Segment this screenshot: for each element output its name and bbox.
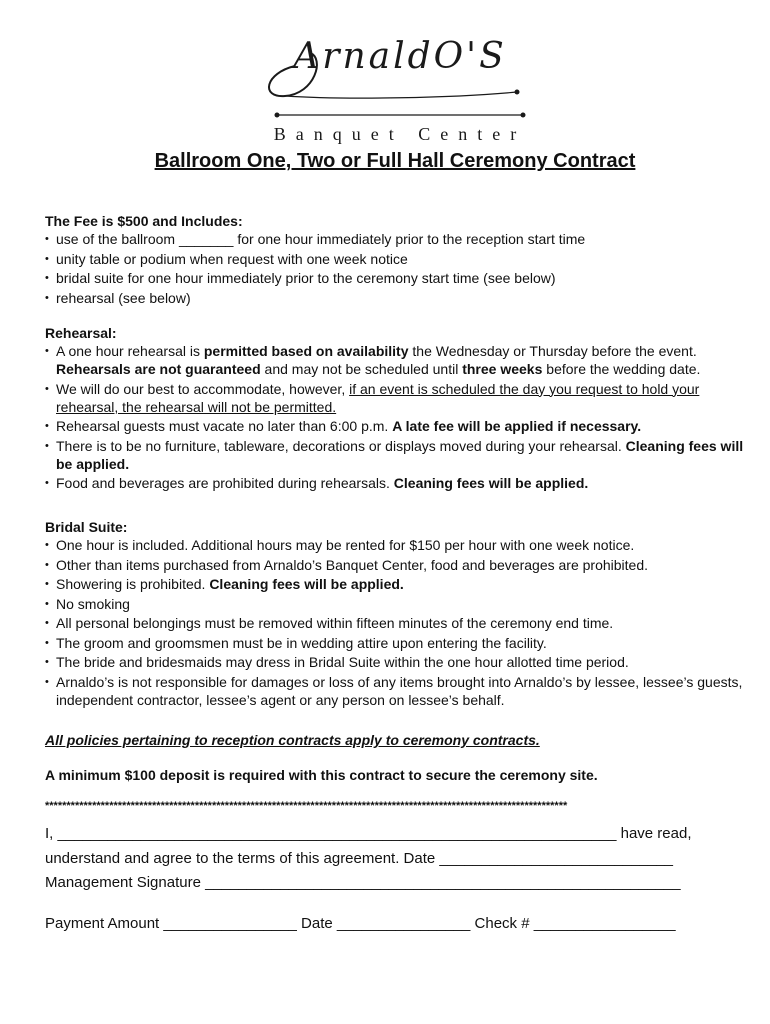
page-title: Ballroom One, Two or Full Hall Ceremony Contract [154,150,636,172]
bold-text: Cleaning fees will be applied. [393,475,589,491]
text: Showering is prohibited. [56,576,210,592]
management-signature-field[interactable]: Management Signature _________________________________________________________ [45,874,681,891]
rehearsal-section [45,324,750,494]
separator-line: ************************************************************************************************************************** [45,800,568,812]
fee-section [45,212,750,308]
text: We will do our best to accommodate, however, [56,380,350,397]
text: There is to be no furniture, tableware, decorations or displays moved during your rehearsal. [56,437,626,454]
text: Food and beverages are prohibited during rehearsals. [56,475,394,491]
fee-heading: The Fee is $500 and Includes: [45,213,243,229]
deposit-note: A minimum $100 deposit is required with this contract to secure the ceremony site. [45,767,598,783]
fee-item: • unity table or podium when request with one week notice [45,250,750,268]
rehearsal-item [45,474,750,492]
rehearsal-item [45,380,750,416]
fee-item: • use of the ballroom _______ for one hour immediately prior to the reception start time [45,230,750,248]
payment-fields[interactable]: Payment Amount ________________ Date ________________ Check # _________________ [45,915,676,932]
bold-text: Rehearsals are not guaranteed [56,361,261,377]
bridal-suite-section [45,518,750,710]
policy-note: All policies pertaining to reception contracts apply to ceremony contracts. [45,732,540,748]
fee-item: • bridal suite for one hour immediately prior to the ceremony start time (see below) [45,269,750,287]
fee-list [45,230,750,307]
bridal-item: • One hour is included. Additional hours may be rented for $150 per hour with one week notice. [45,536,750,554]
bridal-item: • Arnaldo’s is not responsible for damages or loss of any items brought into Arnaldo’s by lessee, lessee’s guests, independent contractor, lessee’s agent or any person on lessee’s behalf. [45,673,750,709]
rehearsal-list [45,342,750,492]
bold-text: Cleaning fees will be applied. [56,437,744,472]
bold-text: A late fee will be applied if necessary. [392,418,642,434]
bold-text: Cleaning fees will be applied. [209,576,404,592]
logo-subtitle: Banquet Center [273,124,527,144]
underlined-text: if an event is scheduled the day you request to hold your rehearsal, the rehearsal will not be permitted. [56,380,700,415]
bridal-item: • No smoking [45,595,750,613]
text: before the wedding date. [542,361,701,377]
bridal-item: • The groom and groomsmen must be in wedding attire upon entering the facility. [45,634,750,652]
bold-text: permitted based on availability [203,343,409,359]
fee-item: • rehearsal (see below) [45,289,750,307]
text: and may not be scheduled until [260,361,463,377]
bridal-heading: Bridal Suite: [45,519,128,535]
arnaldos-logo [255,18,545,144]
bridal-list [45,536,750,709]
bridal-item: • All personal belongings must be removed within fifteen minutes of the ceremony end time. [45,614,750,632]
rehearsal-item [45,437,750,473]
rehearsal-item [45,417,750,435]
logo-wordmark: ArnaldO'S [293,36,507,77]
agreement-date-field[interactable]: understand and agree to the terms of this agreement. Date ____________________________ [45,850,673,867]
bridal-item: • Other than items purchased from Arnaldo’s Banquet Center, food and beverages are prohibited. [45,556,750,574]
bridal-item: • The bride and bridesmaids may dress in Bridal Suite within the one hour allotted time period. [45,653,750,671]
bold-text: three weeks [462,361,543,377]
rehearsal-item [45,342,750,378]
rehearsal-heading: Rehearsal: [45,325,117,341]
text: the Wednesday or Thursday before the event. [408,343,697,359]
bridal-item [45,575,750,593]
text: A one hour rehearsal is [56,343,204,359]
text: Rehearsal guests must vacate no later than 6:00 p.m. [56,418,393,434]
lessee-name-field[interactable]: I, ___________________________________________________________________ have read, [45,825,692,842]
